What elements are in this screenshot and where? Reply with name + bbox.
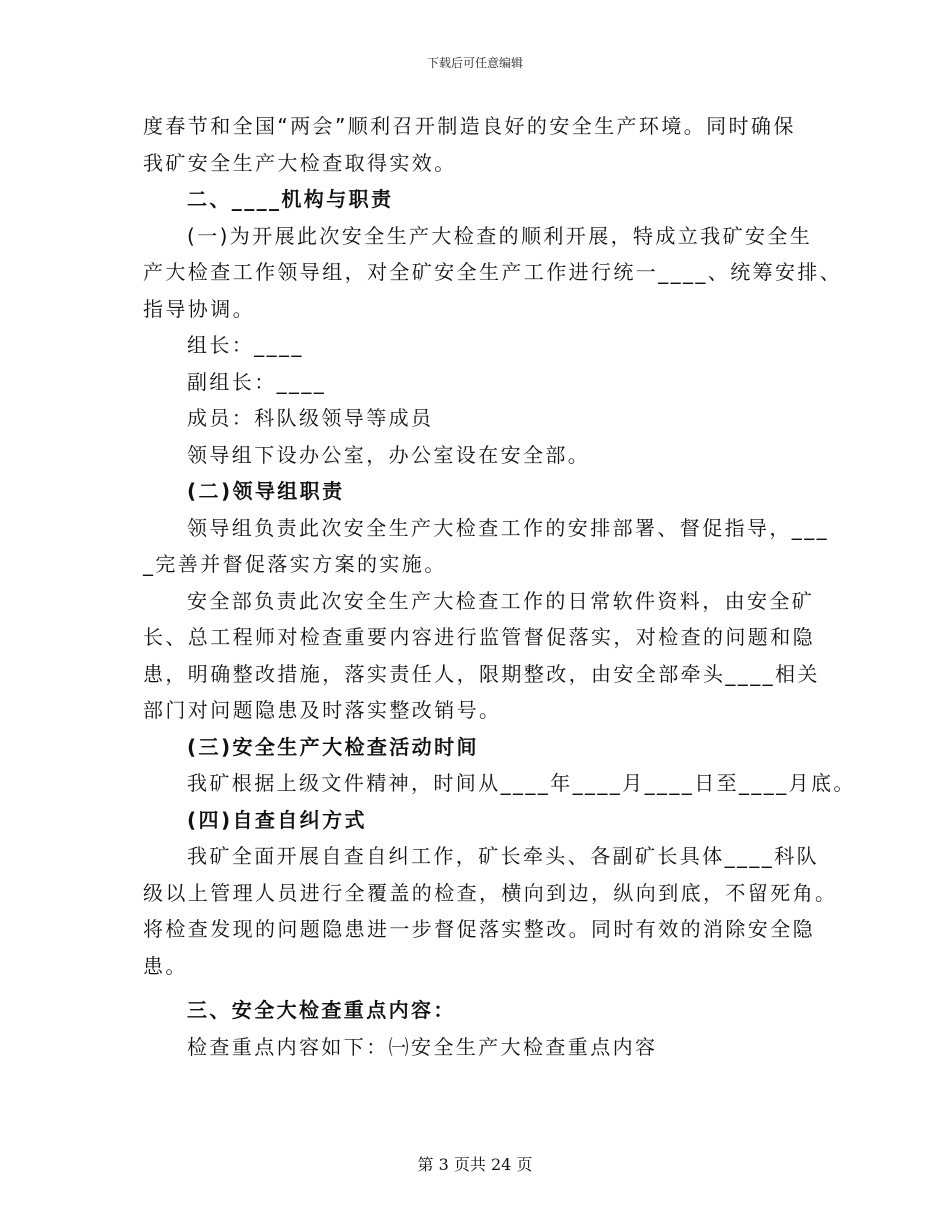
section-heading: (四)自查自纠方式 <box>187 807 367 832</box>
text-line: 患。 <box>143 953 188 978</box>
text-line: 级以上管理人员进行全覆盖的检查，横向到边，纵向到底，不留死角。 <box>143 880 838 905</box>
page-number: 第 3 页共 24 页 <box>417 1155 533 1174</box>
text-line: 度春节和全国“两会”顺利召开制造良好的安全生产环境。同时确保 <box>143 114 796 138</box>
text-line: 检查重点内容如下：㈠安全生产大检查重点内容 <box>187 1034 658 1059</box>
text-line: (一)为开展此次安全生产大检查的顺利开展，特成立我矿安全生 <box>187 223 813 248</box>
text-line: 组长：____ <box>187 333 304 357</box>
text-line: 我矿安全生产大检查取得实效。 <box>143 150 457 175</box>
text-line: 将检查发现的问题隐患进一步督促落实整改。同时有效的消除安全隐 <box>143 917 815 941</box>
text-line: 副组长：____ <box>187 369 327 394</box>
text-line: 成员：科队级领导等成员 <box>187 406 434 430</box>
text-line: 部门对问题隐患及时落实整改销号。 <box>143 698 502 722</box>
section-heading: (二)领导组职责 <box>187 479 345 503</box>
document-body <box>143 108 856 1065</box>
section-heading: 二、____机构与职责 <box>187 187 394 211</box>
text-line: 我矿根据上级文件精神，时间从____年____月____日至____月底。 <box>187 771 856 795</box>
text-line: _完善并督促落实方案的实施。 <box>143 552 447 576</box>
paragraph-gap <box>143 984 811 992</box>
text-line: 安全部负责此次安全生产大检查工作的日常软件资料，由安全矿 <box>187 588 815 613</box>
text-line: 患，明确整改措施，落实责任人，限期整改，由安全部牵头____相关 <box>143 661 820 686</box>
text-line: 我矿全面开展自查自纠工作，矿长牵头、各副矿长具体____科队 <box>187 844 819 868</box>
text-line: 指导协调。 <box>143 296 255 321</box>
text-line: 领导组下设办公室，办公室设在安全部。 <box>187 442 591 467</box>
text-line: 领导组负责此次安全生产大检查工作的安排部署、督促指导，___ <box>187 515 829 540</box>
section-heading: (三)安全生产大检查活动时间 <box>187 734 479 759</box>
text-line: 产大检查工作领导组，对全矿安全生产工作进行统一____、统筹安排、 <box>143 260 843 284</box>
page-header: 下载后可任意编辑 <box>426 56 523 70</box>
section-heading: 三、安全大检查重点内容： <box>187 998 456 1022</box>
text-line: 长、总工程师对检查重要内容进行监管督促落实，对检查的问题和隐 <box>143 625 815 649</box>
